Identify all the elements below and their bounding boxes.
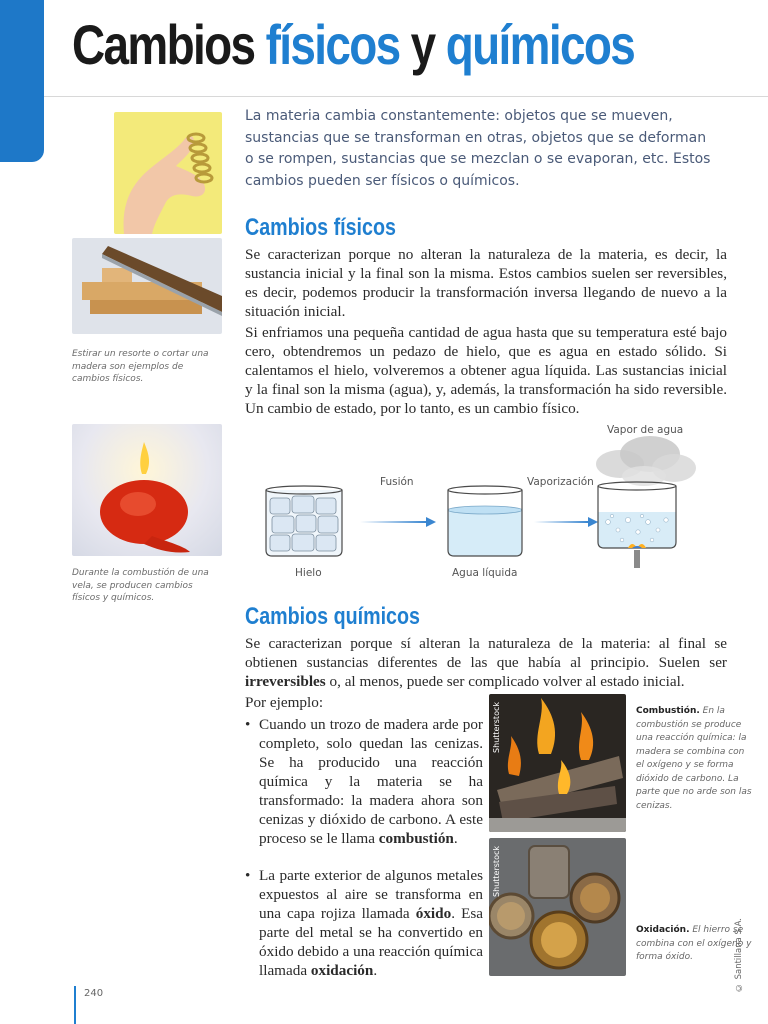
photo-credit-1: Shutterstock — [492, 702, 501, 753]
caption-oxidation: Oxidación. El hierro se combina con el oxígeno y forma óxido. — [636, 925, 752, 962]
arrow-vaporization — [534, 515, 598, 529]
page-number: 240 — [84, 988, 104, 999]
rusty-tins-photo — [489, 838, 626, 976]
caption-combustion: Combustión. En la combustión se produce una reacción química: la madera se combina con el oxígeno y se forma dióxido de carbono. La parte que no arde son las cenizas. — [636, 706, 752, 811]
title-divider — [44, 96, 768, 97]
example-combustion: • Cuando un trozo de madera arde por completo, solo quedan las cenizas. Se ha producido una reacción química y la materia se ha transformado: la madera ahora son cenizas y dióxido de carbono. A este proceso se le llama combustión. — [245, 716, 483, 847]
caption-physical-examples: Estirar un resorte o cortar una madera son ejemplos de cambios físicos. — [72, 349, 209, 384]
chemical-paragraph: Se caracterizan porque sí alteran la naturaleza de la materia: al final se obtienen sustancias diferentes de las que había al principio. Suelen ser irreversibles o, al menos, puede ser complicado volver al estado inicial. — [245, 635, 727, 690]
label-ice: Hielo — [295, 567, 322, 579]
page-title: Cambios físicos y químicos — [72, 13, 635, 76]
example-oxidation: • La parte exterior de algunos metales expuestos al aire se transforma en una capa rojiza llamada óxido. Esa parte del metal se ha convertido en óxido debido a una reacción química llamada oxidación. — [245, 867, 483, 979]
section-heading-physical: Cambios físicos — [245, 214, 396, 241]
physical-paragraph-2: Si enfriamos una pequeña cantidad de agua hasta que su temperatura esté bajo cero, obtendremos un pedazo de hielo, que es agua en estado sólido. Si calentamos el hielo, volveremos a obtener agua líquida. Las sustancias inicial y la final son la misma (agua), y, además, la transformación ha sido reversible. Un cambio de estado, por lo tanto, es un cambio físico. — [245, 324, 727, 417]
page-number-bar — [74, 986, 76, 1024]
label-fusion: Fusión — [380, 476, 414, 488]
burning-wood-photo — [489, 694, 626, 832]
chapter-tab — [0, 0, 44, 162]
caption-candle: Durante la combustión de una vela, se producen cambios físicos y químicos. — [72, 568, 209, 603]
label-liquid-water: Agua líquida — [452, 567, 518, 579]
spring-photo — [114, 112, 222, 234]
examples-lead: Por ejemplo: — [245, 694, 324, 711]
section-heading-chemical: Cambios químicos — [245, 603, 420, 630]
photo-credit-2: Shutterstock — [492, 846, 501, 897]
water-beaker — [444, 484, 526, 560]
saw-wood-photo — [72, 238, 222, 334]
copyright-notice: © Santillana S.A. — [734, 918, 744, 993]
label-vaporization: Vaporización — [527, 476, 594, 488]
intro-paragraph: La materia cambia constantemente: objetos que se mueven, sustancias que se transforman en otras, objetos que se deforman o se rompen, sustancias que se mezclan o se evaporan, etc. Estos cambios pueden ser físicos o químicos. — [245, 108, 711, 189]
physical-paragraph-1: Se caracterizan porque no alteran la naturaleza de la materia, es decir, la sustancia inicial y la final son la misma. Estos cambios suelen ser reversibles, es decir, podemos producir la transformación inversa llegando de nuevo a la situación inicial. — [245, 246, 727, 320]
boiling-beaker — [592, 478, 682, 570]
label-water-vapor: Vapor de agua — [607, 424, 684, 436]
arrow-fusion — [360, 515, 436, 529]
candle-photo — [72, 424, 222, 556]
ice-beaker — [262, 484, 346, 560]
